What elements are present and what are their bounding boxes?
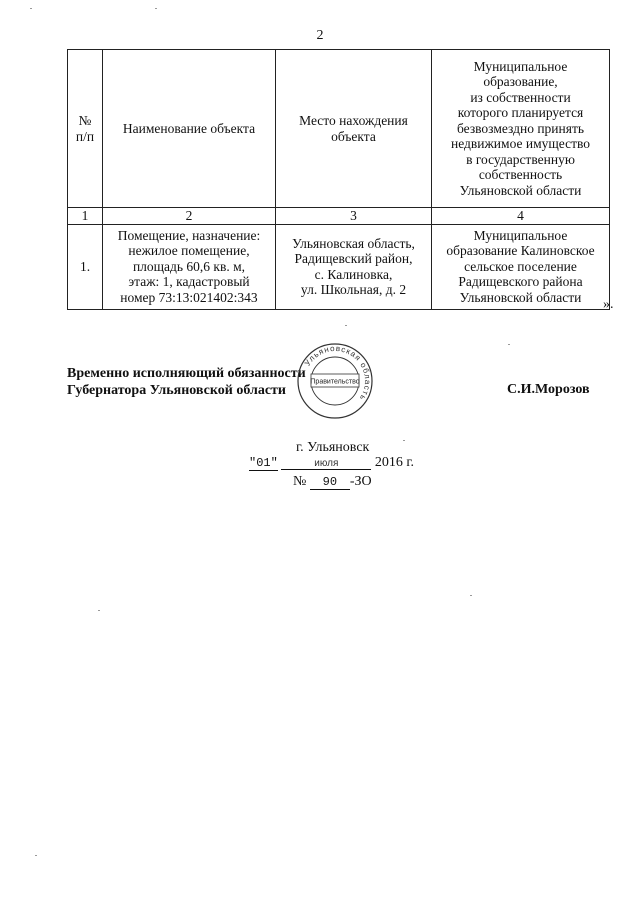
scan-speck xyxy=(403,440,405,441)
signing-date xyxy=(249,455,414,471)
header-cell-number: № п/п xyxy=(68,50,103,208)
signatory-position-line-1: Временно исполняющий обязанности xyxy=(67,366,306,381)
row-object-location: Ульяновская область, Радищевский район, с. Калиновка, ул. Школьная, д. 2 xyxy=(276,224,432,309)
law-number xyxy=(293,474,372,490)
column-number-row xyxy=(68,208,610,225)
svg-text:Ульяновская область: Ульяновская область xyxy=(302,343,373,403)
scan-speck xyxy=(98,610,100,611)
column-number: 3 xyxy=(276,208,432,225)
law-number-prefix: № xyxy=(293,474,307,489)
header-cell-municipality: Муниципальное образование, из собственности которого планируется безвозмездно принять недвижимое имущество в государственную собственность Ульяновской области xyxy=(432,50,610,208)
header-cell-name: Наименование объекта xyxy=(103,50,276,208)
date-year: 2016 г. xyxy=(374,455,414,470)
signature-block xyxy=(67,365,306,399)
law-number-value: 90 xyxy=(310,475,350,490)
scan-speck xyxy=(30,8,32,9)
row-number: 1. xyxy=(68,224,103,309)
column-number: 1 xyxy=(68,208,103,225)
scan-speck xyxy=(35,855,37,856)
signatory-position-line-2: Губернатора Ульяновской области xyxy=(67,383,286,398)
table-header-row xyxy=(68,50,610,208)
scan-speck xyxy=(155,8,157,9)
date-day: "01" xyxy=(249,456,278,470)
row-municipality: Муниципальное образование Калиновское сельское поселение Радищевского района Ульяновской области xyxy=(432,224,610,309)
row-object-name: Помещение, назначение: нежилое помещение, площадь 60,6 кв. м, этаж: 1, кадастровый номер 73:13:021402:343 xyxy=(103,224,276,309)
signatory-name: С.И.Морозов xyxy=(507,382,590,397)
table-row xyxy=(68,224,610,309)
scan-speck xyxy=(508,344,510,345)
svg-text:Правительство: Правительство xyxy=(310,378,360,386)
property-table xyxy=(67,49,610,310)
header-cell-location: Место нахождения объекта xyxy=(276,50,432,208)
page-number: 2 xyxy=(316,28,324,43)
column-number: 2 xyxy=(103,208,276,225)
official-seal xyxy=(296,342,374,420)
scan-speck xyxy=(345,325,347,326)
scan-speck xyxy=(470,595,472,596)
place-of-signing: г. Ульяновск xyxy=(296,440,370,455)
column-number: 4 xyxy=(432,208,610,225)
law-number-suffix: -ЗО xyxy=(349,474,372,489)
date-month: июля xyxy=(281,458,371,470)
closing-quote: ». xyxy=(603,297,614,312)
